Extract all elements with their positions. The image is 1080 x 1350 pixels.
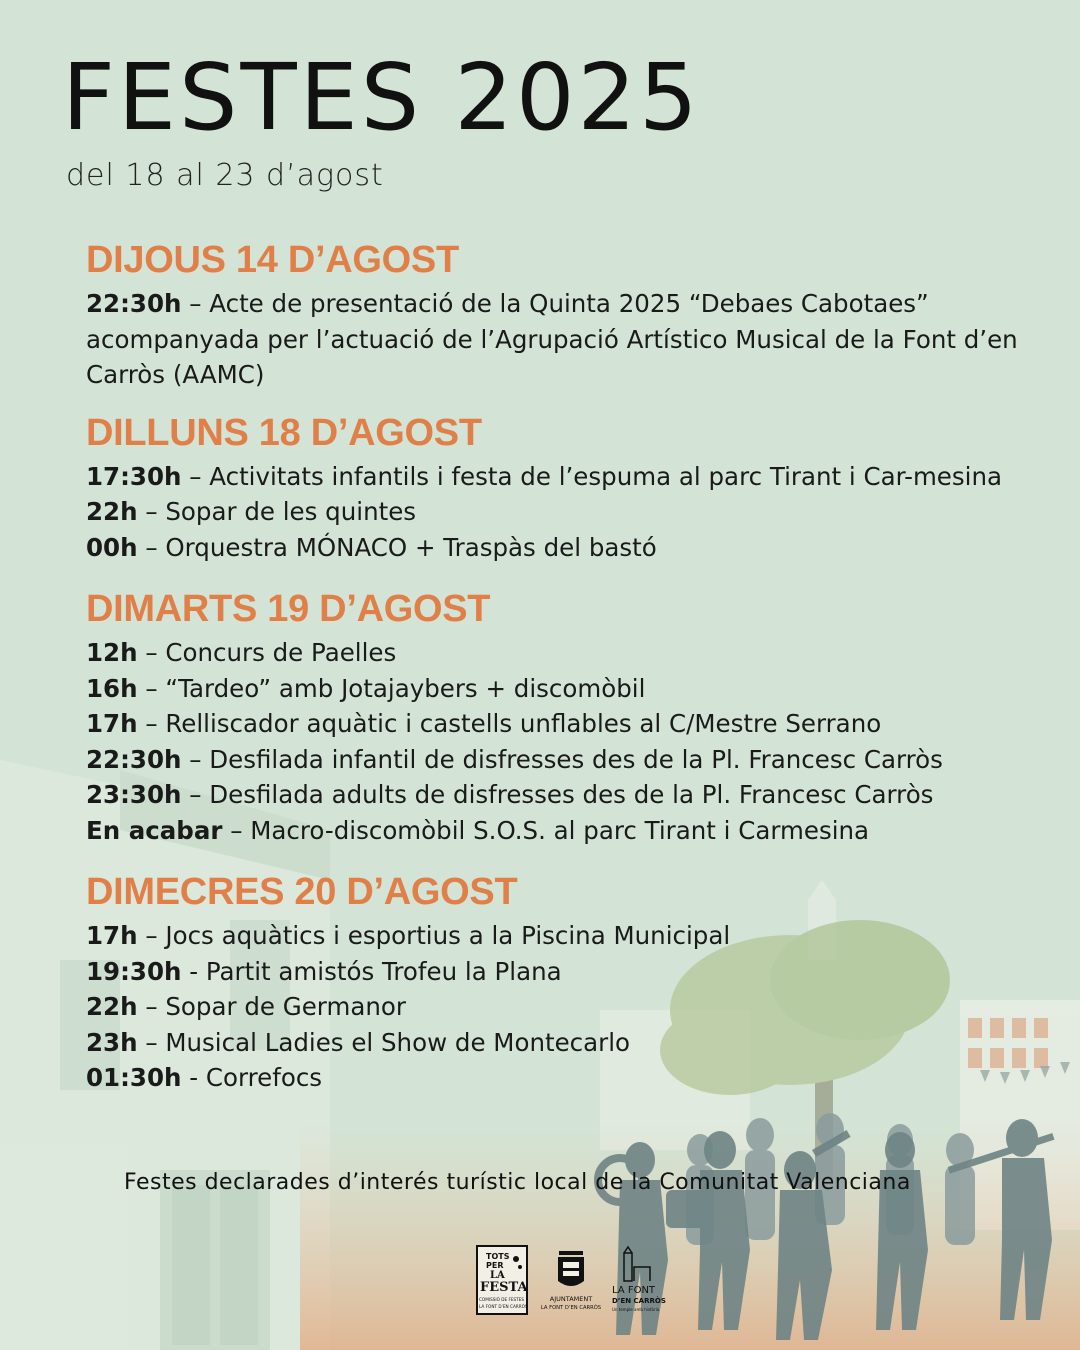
event-description: – Macro-discomòbil S.O.S. al parc Tirant i Carmesina — [222, 815, 870, 845]
page-title: FESTES 2025 — [62, 44, 701, 151]
logo-text: LA — [490, 1270, 505, 1281]
logo-text: TOTS — [486, 1252, 510, 1261]
event-description: – “Tardeo” amb Jotajaybers + discomòbil — [137, 673, 646, 703]
event-time: 23h — [86, 1027, 138, 1057]
date-range-subtitle: del 18 al 23 d’agost — [66, 158, 384, 193]
event-item — [86, 813, 1046, 849]
event-time: 16h — [86, 673, 138, 703]
event-description: – Concurs de Paelles — [137, 638, 397, 667]
logo-text: FESTA — [480, 1280, 528, 1295]
event-description: – Sopar de Germanor — [137, 992, 406, 1021]
event-time: 22h — [86, 992, 138, 1021]
organizer-logos — [476, 1245, 686, 1315]
event-time: 12h — [86, 638, 138, 667]
day-section-dimarts-19 — [86, 585, 1046, 848]
event-time: 22:30h — [86, 744, 182, 774]
comissio-festes-logo — [476, 1245, 528, 1315]
event-time: 00h — [86, 532, 138, 562]
tourist-interest-note: Festes declarades d’interés turístic local de la Comunitat Valenciana — [124, 1170, 911, 1195]
event-time: En acabar — [86, 815, 223, 845]
logo-text: LA FONT D’EN CARRÒS — [540, 1305, 602, 1311]
event-description: - Partit amistós Trofeu la Plana — [181, 956, 562, 986]
ajuntament-logo — [536, 1245, 606, 1315]
logo-text: LA FONT — [612, 1285, 656, 1296]
event-item — [86, 286, 1046, 393]
event-time: 01:30h — [86, 1063, 182, 1092]
day-heading: DIMARTS 19 D’AGOST — [86, 588, 491, 630]
event-item — [86, 954, 1046, 990]
day-heading: DILLUNS 18 D’AGOST — [86, 411, 482, 454]
event-item — [86, 777, 1046, 813]
event-item — [86, 530, 1046, 566]
event-time: 22:30h — [86, 289, 182, 318]
event-item — [86, 989, 1046, 1025]
event-item — [86, 706, 1046, 742]
event-time: 17h — [86, 921, 138, 950]
event-item — [86, 635, 1046, 671]
event-description: – Musical Ladies el Show de Montecarlo — [137, 1027, 630, 1057]
event-time: 19:30h — [86, 956, 182, 986]
event-description: – Desfilada adults de disfresses des de la Pl. Francesc Carròs — [181, 780, 934, 809]
day-section-dijous-14 — [86, 236, 1046, 393]
day-section-dimecres-20 — [86, 868, 1046, 1096]
day-heading: DIMECRES 20 D’AGOST — [86, 871, 518, 913]
event-item — [86, 459, 1046, 495]
event-time: 17h — [86, 709, 138, 738]
event-item — [86, 918, 1046, 954]
event-description: – Activitats infantils i festa de l’espuma al parc Tirant i Car-mesina — [181, 461, 1002, 491]
event-item — [86, 1025, 1046, 1061]
event-item — [86, 1060, 1046, 1096]
event-description: – Orquestra MÓNACO + Traspàs del bastó — [137, 532, 657, 562]
event-time: 23:30h — [86, 780, 182, 809]
event-description: – Acte de presentació de la Quinta 2025 “Debaes Cabotaes” acompanyada per l’actuació de l’Agrupació Artístico Musical de la Font d’en Carròs (AAMC) — [86, 289, 1018, 389]
program-schedule — [86, 236, 1046, 1096]
event-description: - Correfocs — [181, 1063, 323, 1092]
day-heading: DIJOUS 14 D’AGOST — [86, 239, 459, 281]
event-time: 17:30h — [86, 461, 182, 491]
event-description: – Sopar de les quintes — [137, 497, 417, 526]
logo-text: Un temple amb història — [612, 1307, 660, 1312]
event-description: – Relliscador aquàtic i castells unflables al C/Mestre Serrano — [137, 709, 882, 738]
event-description: – Desfilada infantil de disfresses des de la Pl. Francesc Carròs — [181, 744, 943, 774]
logo-text: AJUNTAMENT — [549, 1295, 593, 1303]
logo-text: COMISSIÓ DE FESTES — [479, 1297, 525, 1302]
event-item — [86, 742, 1046, 778]
day-section-dilluns-18 — [86, 409, 1046, 566]
la-font-den-carros-logo — [610, 1245, 686, 1315]
event-item — [86, 494, 1046, 530]
logo-text: LA FONT D’EN CARRÒS — [479, 1304, 528, 1309]
event-description: – Jocs aquàtics i esportius a la Piscina Municipal — [137, 921, 731, 950]
event-item — [86, 671, 1046, 707]
logo-text: PER — [486, 1261, 504, 1270]
event-time: 22h — [86, 497, 138, 526]
logo-text: D’EN CARRÒS — [612, 1297, 666, 1305]
